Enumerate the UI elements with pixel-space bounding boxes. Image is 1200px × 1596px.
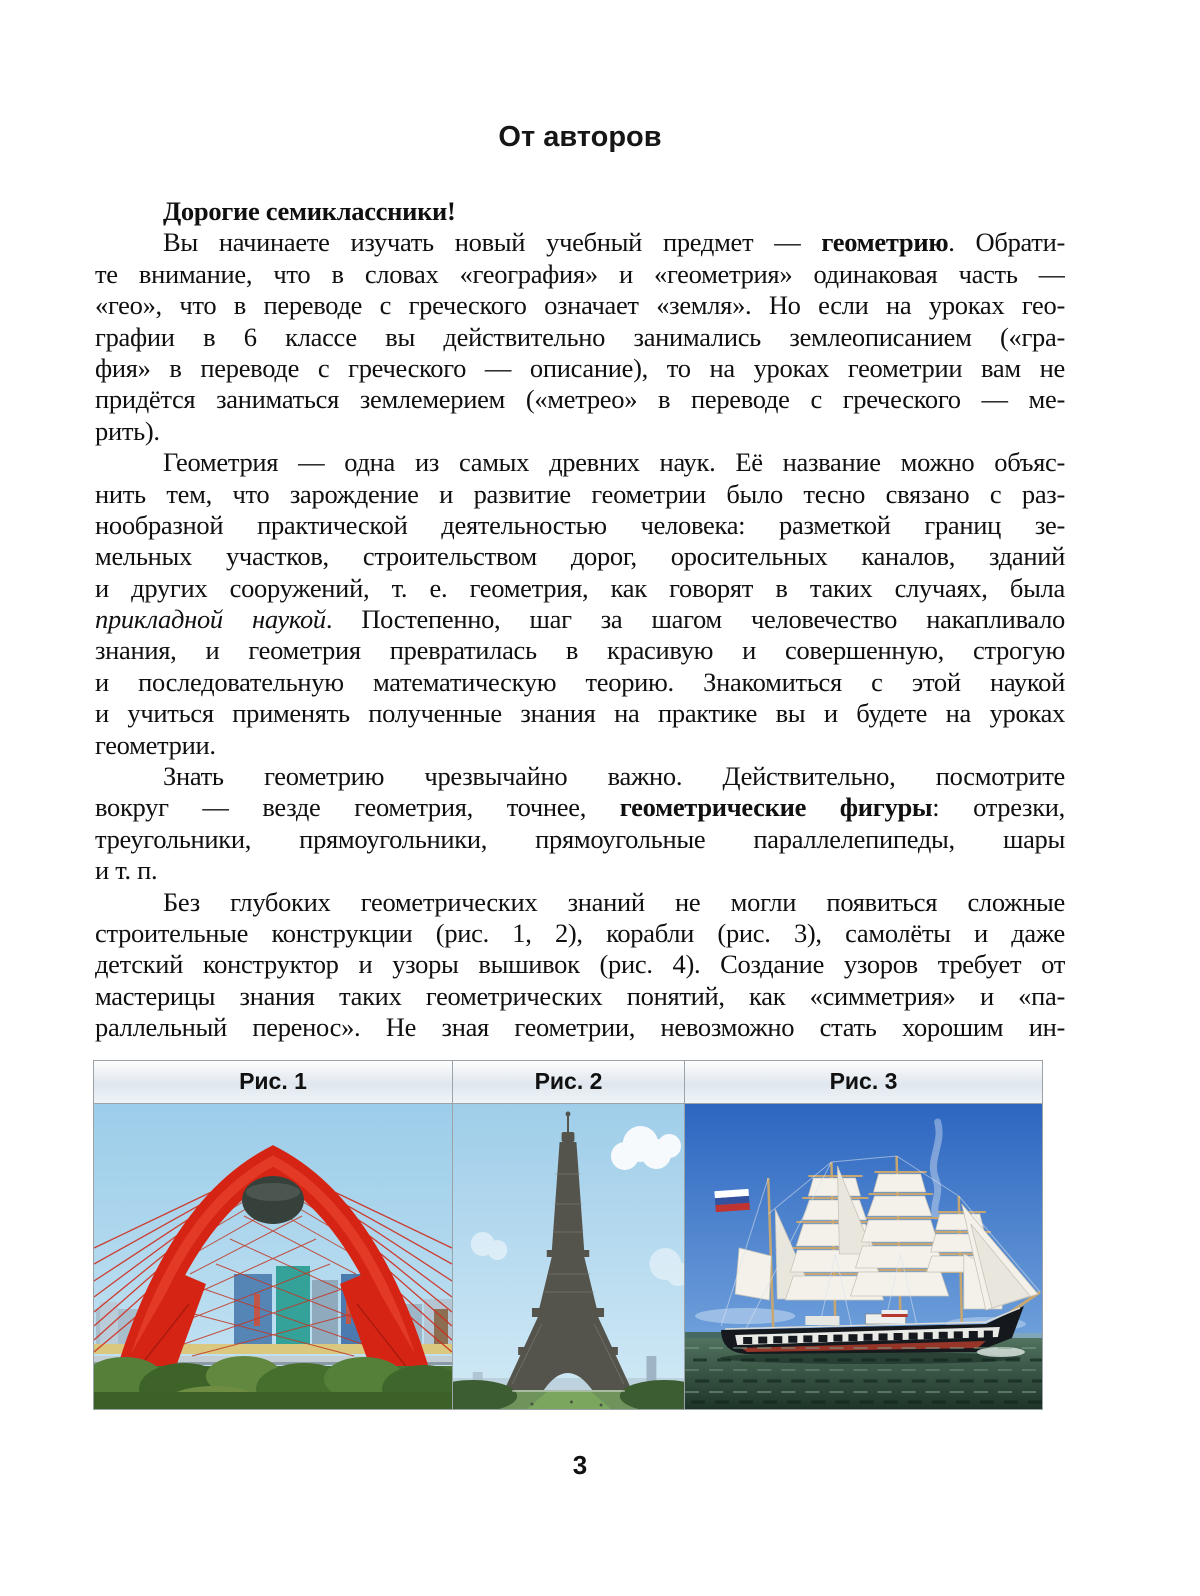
sailing-ship-illustration	[685, 1104, 1042, 1409]
text-line	[95, 667, 1065, 698]
text-line	[95, 635, 1065, 666]
observation-pod	[242, 1176, 304, 1224]
text-run: геометрию	[821, 227, 949, 258]
eiffel-tower-illustration	[453, 1104, 684, 1409]
text-run: геометрии.	[95, 729, 216, 760]
text-line	[95, 981, 1065, 1012]
text-run: знания, и геометрия превратилась в красивую и совершенную, строгую	[95, 635, 1065, 666]
text-run: прикладной наукой	[95, 604, 326, 635]
text-run: нообразной практической деятельностью человека: разметкой границ зе-	[95, 509, 1065, 540]
text-run: придётся заниматься землемерием («метрео» в переводе с греческого — ме-	[95, 384, 1065, 415]
text-run: «гео», что в переводе с греческого означает «земля». Но если на уроках гео-	[95, 290, 1065, 321]
text-run: детский конструктор и узоры вышивок (рис. 4). Создание узоров требует от	[95, 949, 1065, 980]
text-line	[95, 730, 1065, 761]
text-line	[95, 227, 1065, 258]
text-line	[95, 698, 1065, 729]
bridge-illustration	[94, 1104, 452, 1409]
text-run: раллельный перенос». Не зная геометрии, невозможно стать хорошим ин-	[95, 1012, 1065, 1043]
text-run: . Постепенно, шаг за шагом человечество накапливало	[325, 604, 1065, 635]
text-line	[95, 290, 1065, 321]
text-run: Без глубоких геометрических знаний не могли появиться сложные	[163, 886, 1065, 917]
text-run: и других сооружений, т. е. геометрия, как говорят в таких случаях, была	[95, 572, 1065, 603]
text-run: Вы начинаете изучать новый учебный предмет —	[163, 227, 822, 258]
text-run: Знать геометрию чрезвычайно важно. Действительно, посмотрите	[163, 761, 1065, 792]
text-run: фия» в переводе с греческого — описание), то на уроках геометрии вам не	[95, 352, 1065, 383]
text-line	[95, 918, 1065, 949]
text-line	[95, 259, 1065, 290]
text-run: Геометрия — одна из самых древних наук. Её название можно объяс-	[163, 447, 1065, 478]
text-line	[95, 887, 1065, 918]
text-line	[95, 384, 1065, 415]
text-line	[95, 541, 1065, 572]
text-line	[95, 322, 1065, 353]
text-run: мастерицы знания таких геометрических понятий, как «симметрия» и «па-	[95, 980, 1065, 1011]
text-line	[95, 447, 1065, 478]
text-run: Дорогие семиклассники!	[163, 196, 456, 226]
text-line	[95, 604, 1065, 635]
figure2-eiffel-tower-photo	[453, 1104, 685, 1409]
text-run: графии в 6 классе вы действительно занимались землеописанием («гра-	[95, 321, 1065, 352]
text-run: вокруг — везде геометрия, точнее,	[95, 792, 620, 823]
figure-caption-3: Рис. 3	[685, 1061, 1042, 1104]
figure-caption-2: Рис. 2	[453, 1061, 685, 1104]
text-line	[95, 761, 1065, 792]
body-text	[95, 196, 1065, 1044]
text-run: и последовательную математическую теорию. Знакомиться с этой наукой	[95, 666, 1065, 697]
text-run: мельных участков, строительством дорог, оросительных каналов, зданий	[95, 541, 1065, 572]
page-title: От авторов	[498, 121, 662, 153]
text-line	[95, 792, 1065, 823]
text-line	[95, 824, 1065, 855]
text-run: и учиться применять полученные знания на практике вы и будете на уроках	[95, 698, 1065, 729]
figure1-red-arch-bridge-photo	[94, 1104, 453, 1409]
text-run: геометрические фигуры	[619, 792, 933, 823]
text-line	[95, 353, 1065, 384]
text-line	[95, 1012, 1065, 1043]
figure-strip	[93, 1060, 1043, 1410]
text-run: : отрезки,	[932, 792, 1065, 823]
text-line	[95, 949, 1065, 980]
text-run: треугольники, прямоугольники, прямоугольные параллелепипеды, шары	[95, 823, 1065, 854]
page-number: 3	[572, 1449, 588, 1480]
russian-flag	[714, 1188, 749, 1211]
text-run: те внимание, что в словах «география» и «геометрия» одинаковая часть —	[95, 258, 1065, 289]
text-line	[95, 510, 1065, 541]
text-line	[95, 479, 1065, 510]
figure-caption-1: Рис. 1	[94, 1061, 453, 1104]
text-run: нить тем, что зарождение и развитие геометрии было тесно связано с раз-	[95, 478, 1065, 509]
text-run: и т. п.	[95, 855, 158, 886]
text-line	[95, 573, 1065, 604]
text-line	[95, 855, 1065, 886]
text-run: рить).	[95, 415, 160, 446]
text-line	[95, 416, 1065, 447]
text-line	[95, 196, 1065, 227]
text-run: . Обрати-	[948, 227, 1065, 258]
figure3-sailing-ship-photo	[685, 1104, 1042, 1409]
text-run: строительные конструкции (рис. 1, 2), корабли (рис. 3), самолёты и даже	[95, 917, 1065, 948]
page-content	[95, 0, 1065, 1481]
